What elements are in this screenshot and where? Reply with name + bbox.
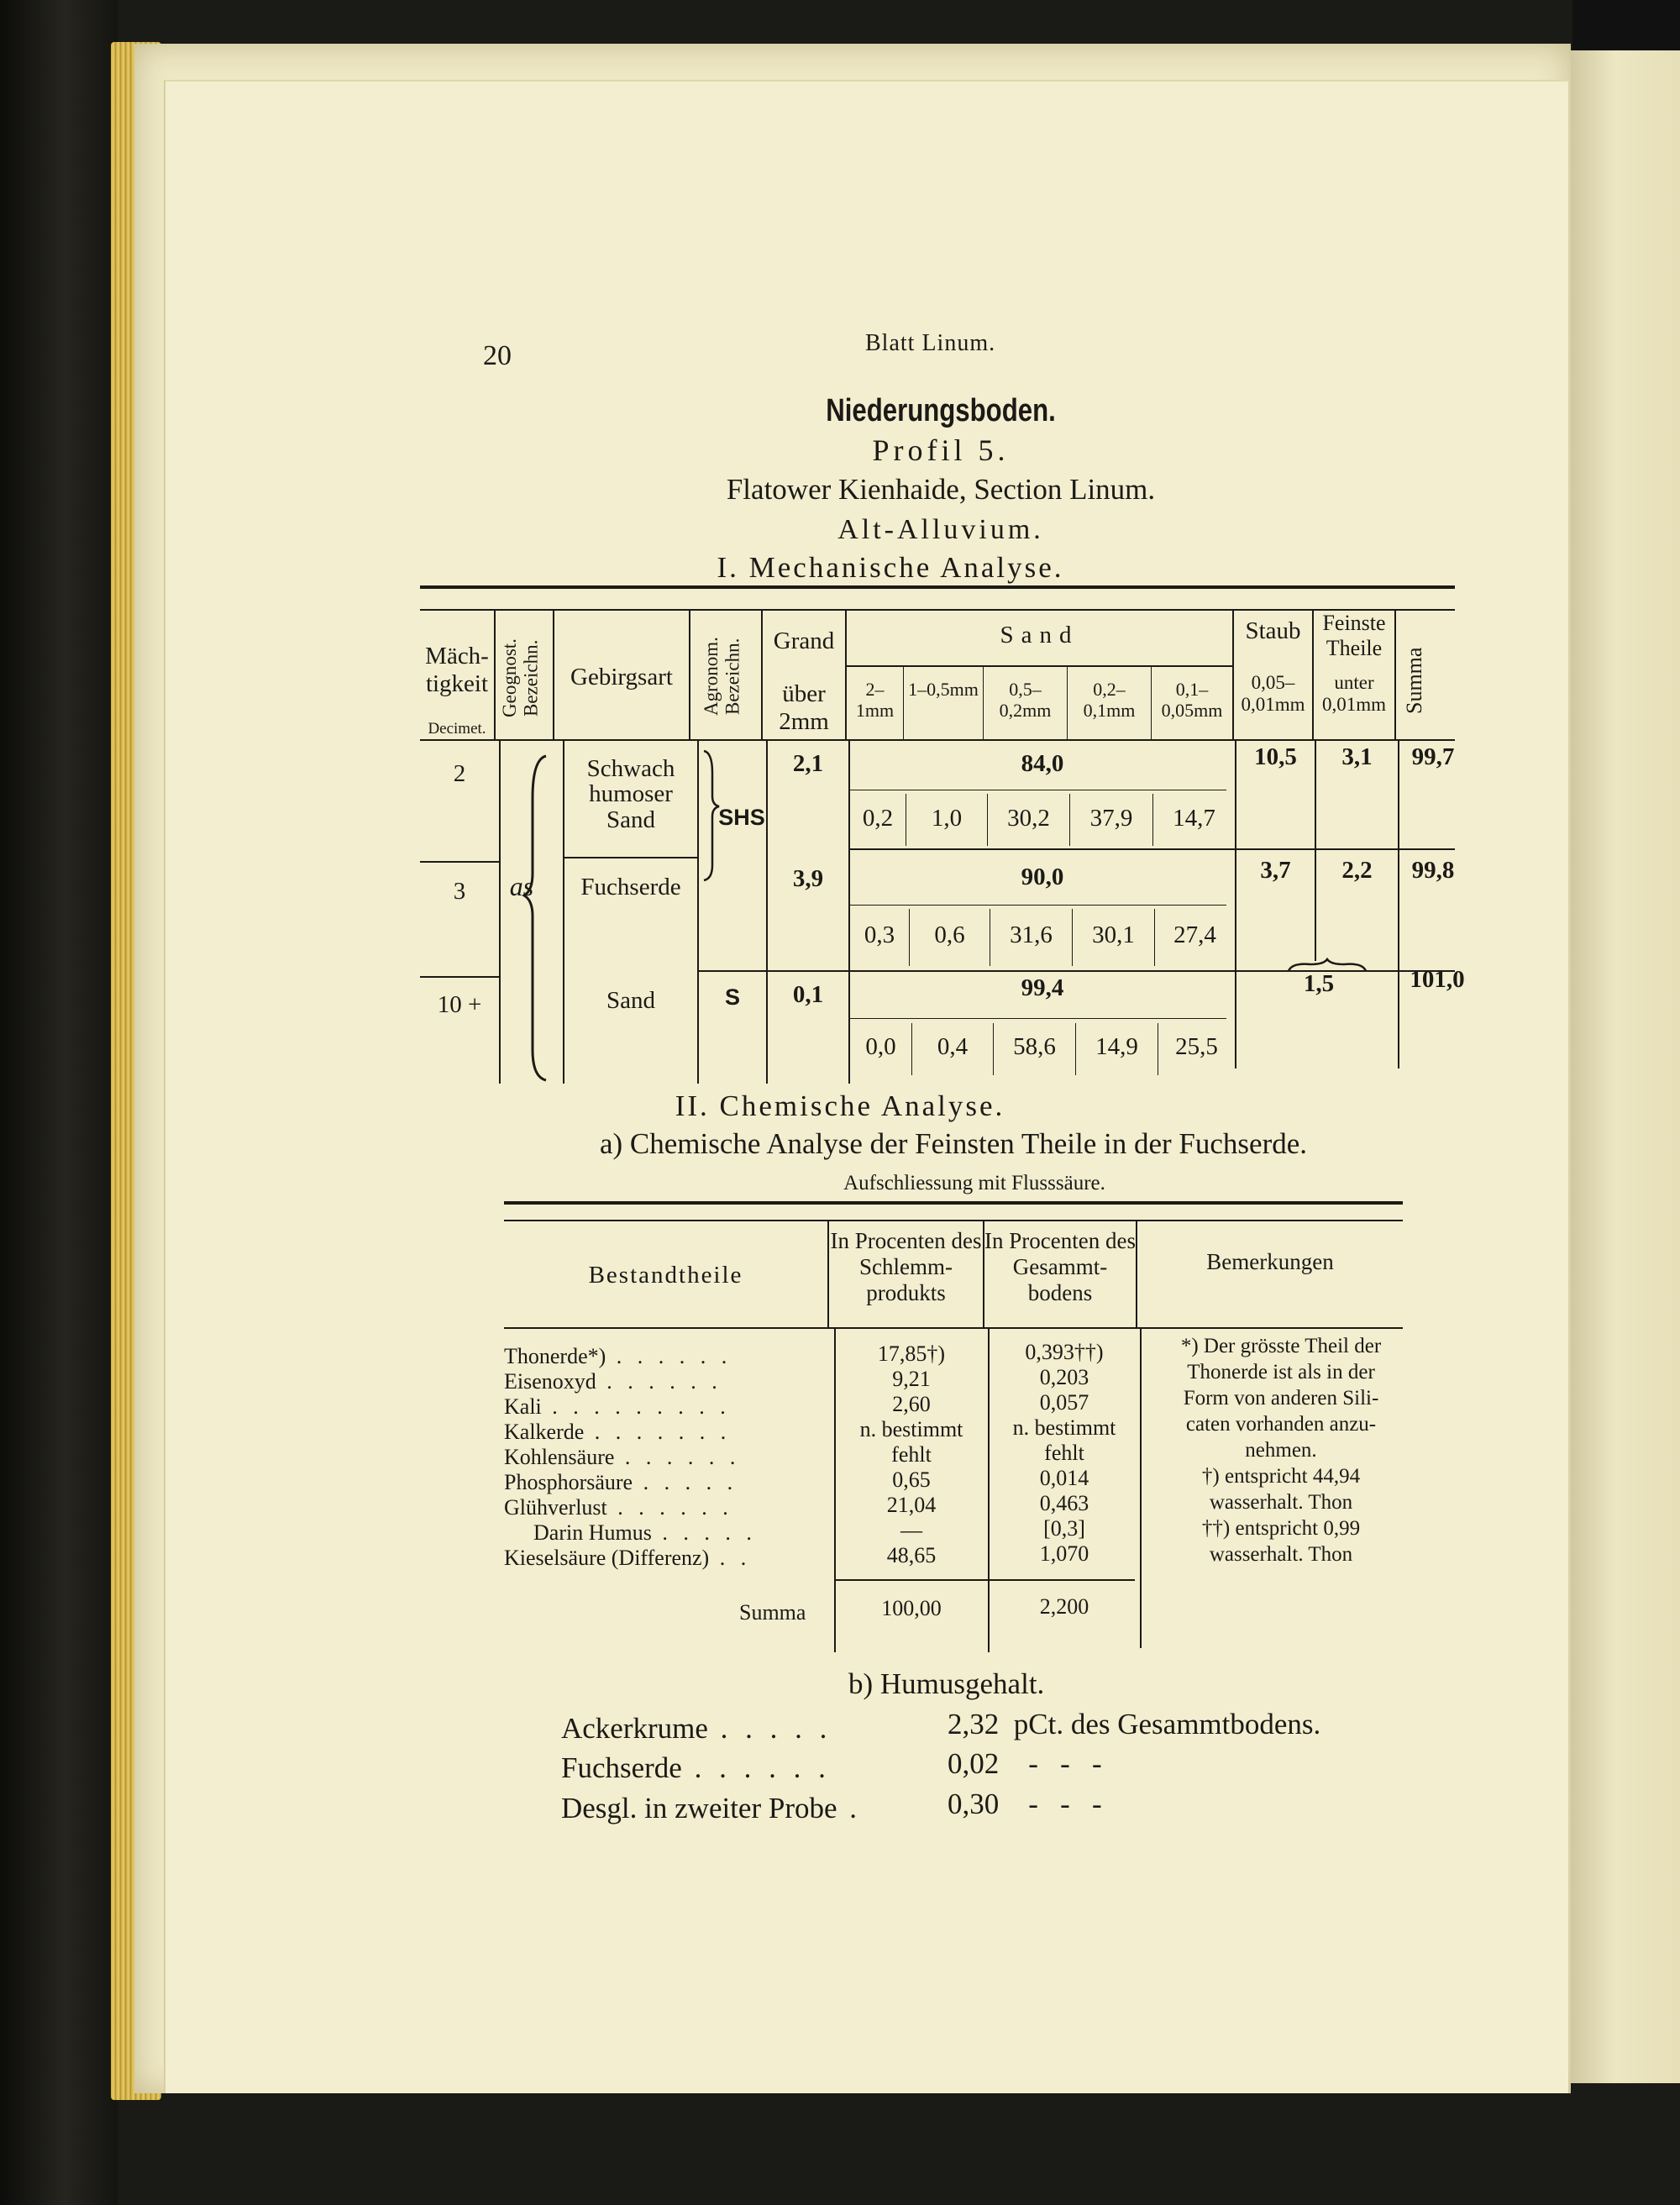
header-feinste: Feinste Theile [1322,611,1386,660]
chem-value: 0,393††) [1025,1340,1104,1364]
chem-value: 48,65 [886,1543,937,1567]
row1-sand-total: 84,0 [1021,750,1064,777]
header-feinste-sub: unter 0,01mm [1321,672,1387,716]
rule [504,1201,1403,1205]
row1-sand-3: 30,2 [1007,805,1050,832]
row2-sand-4: 30,1 [1092,921,1135,948]
rule [420,739,1455,741]
header-bemerkungen: Bemerkungen [1206,1249,1334,1274]
rule [903,667,904,739]
chem-value: [0,3] [1043,1516,1085,1541]
rule [850,905,1226,906]
row3-sand-3: 58,6 [1013,1033,1056,1060]
header-schlemm: In Procenten des Schlemm-produkts [830,1228,982,1306]
chem-row-name: Thonerde*) . . . . . . [504,1344,732,1368]
book-binding [0,0,118,2205]
remark-line: Form von anderen Sili- [1183,1387,1379,1410]
row3-sand-1: 0,0 [865,1033,896,1060]
row3-depth: 10 + [437,991,482,1018]
remark-line: Thonerde ist als in der [1187,1361,1375,1383]
humus-value: 0,30 - - - [948,1788,1102,1820]
chem-row-name: Glühverlust . . . . . . [504,1495,733,1520]
rule [766,741,768,1084]
header-geognost: Geognost. Bezeichn. [499,638,542,718]
chem-value: 0,463 [1039,1491,1089,1515]
chem-value: 2,60 [892,1392,931,1416]
header-gebirgsart: Gebirgsart [570,664,673,690]
chem-value: 1,070 [1039,1541,1089,1566]
chem-summa-schlemm: 100,00 [881,1596,942,1620]
row3-sand-4: 14,9 [1095,1033,1138,1060]
rule [689,611,690,739]
header-maechtigkeit: Mäch-tigkeit [425,643,489,698]
chem-row-name: Kali . . . . . . . . . [504,1394,731,1419]
page-number: 20 [483,340,512,371]
chem-value: 9,21 [892,1367,931,1391]
row1-depth: 2 [453,760,466,787]
row3-staub-feinste: 1,5 [1303,970,1335,997]
header-sand-sub-3: 0,5–0,2mm [999,679,1052,722]
rule [1140,1329,1142,1648]
row1-feinste: 3,1 [1341,743,1373,770]
chem-method: Aufschliessung mit Flusssäure. [843,1172,1105,1194]
row1-agronom: SHS [718,805,765,830]
humus-row: Fuchserde . . . . . . [561,1751,831,1784]
rule [847,665,1232,667]
rule [848,741,850,1084]
chem-col-schlemm [836,1341,987,1568]
rule [420,976,499,978]
row2-gebirgsart: Fuchserde [580,874,681,900]
profil-heading: Profil 5. [872,433,1010,467]
rule [420,609,1455,611]
header-sand-sub-2: 1–0,5mm [908,679,979,700]
header-sand: Sand [1000,622,1079,648]
row2-sand-3: 31,6 [1010,921,1053,948]
remark-line: wasserhalt. Thon [1209,1491,1353,1514]
page-title: Niederungsboden. [826,393,1056,428]
chem-row-name: Kohlensäure . . . . . . [504,1445,741,1469]
row2-summa: 99,8 [1411,857,1455,884]
chem-value: — [900,1518,922,1542]
scan-background [1572,0,1680,50]
row1-sand-1: 0,2 [862,805,894,832]
humus-value: 0,02 - - - [948,1747,1102,1780]
chem-value: 0,65 [892,1467,931,1492]
humus-title: b) Humusgehalt. [848,1667,1045,1700]
remark-line: †) entspricht 44,94 [1201,1465,1361,1488]
rule [850,1018,1226,1019]
row2-sand-2: 0,6 [934,921,965,948]
header-decimet: Decimet. [428,720,486,738]
chem-value: n. bestimmt [859,1417,963,1441]
header-grand: Grand [773,627,835,654]
rule [499,741,501,1084]
rule [1315,741,1316,961]
chem-col-gesammt [990,1340,1139,1567]
header-sand-sub-1: 2–1mm [855,679,895,722]
row3-grand: 0,1 [792,981,824,1008]
formation-heading: Alt-Alluvium. [837,514,1044,545]
rule [1398,741,1399,1068]
humus-row: Ackerkrume . . . . . [561,1712,832,1745]
rule [848,848,1455,850]
chem-value: 17,85†) [877,1341,946,1366]
row2-staub: 3,7 [1260,857,1291,884]
rule [504,1327,1403,1329]
chem-subtitle: a) Chemische Analyse der Feinsten Theile in der Fuchserde. [599,1127,1308,1160]
header-staub-sub: 0,05–0,01mm [1241,672,1305,716]
row2-grand: 3,9 [792,865,824,892]
header-gesammt: In Procenten des Gesammt-bodens [984,1228,1136,1306]
chem-summa-label: Summa [739,1600,806,1625]
rule [1235,741,1236,1068]
chem-value: 0,203 [1039,1365,1089,1389]
remark-line: caten vorhanden anzu- [1185,1413,1377,1436]
row1-staub: 10,5 [1254,743,1297,770]
rule [834,1579,1135,1581]
row1-summa: 99,7 [1411,743,1455,770]
header-sand-sub-5: 0,1–0,05mm [1161,679,1223,722]
rule [420,585,1455,589]
header-grand-sub: über 2mm [779,680,829,736]
remark-line: wasserhalt. Thon [1209,1543,1353,1566]
rule [1394,611,1396,739]
chem-value: 21,04 [886,1493,937,1517]
chem-names [504,1344,832,1571]
header-bestandtheile: Bestandtheile [588,1262,743,1289]
humus-value: 2,32 pCt. des Gesammtbodens. [948,1708,1321,1740]
row2-sand-1: 0,3 [864,921,895,948]
row3-sand-2: 0,4 [937,1033,969,1060]
chem-remarks [1151,1333,1411,1567]
row1-sand-5: 14,7 [1173,805,1215,832]
row2-depth: 3 [453,878,466,905]
section-chemical: II. Chemische Analyse. [675,1089,1005,1122]
place-heading: Flatower Kienhaide, Section Linum. [726,473,1156,506]
row1-sand-2: 1,0 [931,805,963,832]
chem-row-name: Darin Humus . . . . . [533,1520,757,1545]
chem-summa-gesammt: 2,200 [1039,1594,1089,1619]
chem-value: fehlt [891,1442,932,1467]
header-agronom: Agronom. Bezeichn. [701,637,743,716]
page-surface [164,80,1568,2093]
row3-sand-5: 25,5 [1175,1033,1218,1060]
facing-page [1571,50,1680,2083]
geognost-value: as [509,871,534,901]
chem-row-name: Kieselsäure (Differenz) . . [504,1546,752,1570]
remark-line: *) Der grösste Theil der [1180,1335,1382,1357]
row3-agronom: S [724,984,740,1010]
row3-summa: 101,0 [1410,966,1465,993]
row3-gebirgsart: Sand [606,987,655,1014]
row2-sand-total: 90,0 [1021,864,1064,890]
chem-value: 0,057 [1039,1390,1089,1415]
row2-sand-5: 27,4 [1173,921,1216,948]
row1-sand-4: 37,9 [1089,805,1133,832]
chem-value: fehlt [1044,1441,1084,1465]
remark-line: ††) entspricht 0,99 [1201,1517,1361,1540]
header-summa: Summa [1402,647,1426,714]
rule [504,1220,1403,1221]
rule [420,861,499,863]
chem-row-name: Kalkerde . . . . . . . [504,1420,732,1444]
rule [563,857,697,858]
header-sand-sub-4: 0,2–0,1mm [1083,679,1136,722]
remark-line: nehmen. [1245,1439,1317,1462]
chem-value: 0,014 [1039,1466,1089,1490]
running-head: Blatt Linum. [865,330,996,356]
row1-grand: 2,1 [792,750,824,777]
chem-row-name: Eisenoxyd . . . . . . [504,1369,722,1394]
row1-gebirgsart: Schwach humoser Sand [586,755,675,833]
section-mechanical: I. Mechanische Analyse. [717,551,1064,584]
chem-value: n. bestimmt [1012,1415,1116,1440]
chem-row-name: Phosphorsäure . . . . . [504,1470,738,1494]
humus-row: Desgl. in zweiter Probe . [561,1792,863,1824]
row3-sand-total: 99,4 [1021,974,1064,1001]
header-staub: Staub [1245,617,1301,644]
brace-icon [512,748,563,1084]
row2-feinste: 2,2 [1341,857,1373,884]
